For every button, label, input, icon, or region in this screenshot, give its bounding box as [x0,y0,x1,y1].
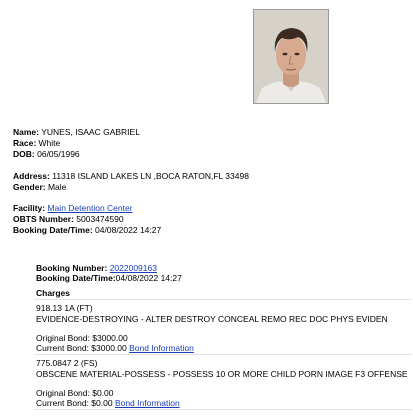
dob-value: 06/05/1996 [37,149,80,159]
bond-information-link[interactable]: Bond Information [129,343,194,353]
charge-description: EVIDENCE-DESTROYING - ALTER DESTROY CONCEAL REMO REC DOC PHYS EVIDEN [36,314,388,324]
name-label: Name: [13,127,39,137]
obts-value: 5003474590 [76,214,124,224]
original-bond: Original Bond: $0.00 [36,388,114,398]
divider [34,409,412,410]
original-bond: Original Bond: $3000.00 [36,333,128,343]
obts-row [13,214,124,224]
current-bond-row [36,343,194,353]
booking-photo [253,9,329,104]
current-bond-row [36,398,180,408]
charges-heading: Charges [36,288,71,298]
divider [34,299,412,300]
race-row [13,138,60,148]
race-value: White [38,138,61,148]
gender-value: Male [47,182,67,192]
gender-row [13,182,66,192]
divider [34,354,412,355]
dob-label: DOB: [13,149,35,159]
booking-datetime-label: Booking Date/Time: [13,225,93,235]
obts-label: OBTS Number: [13,214,74,224]
gender-label: Gender: [13,182,46,192]
race-label: Race: [13,138,37,148]
current-bond: Current Bond: $0.00 [36,398,113,408]
booking-dt-row [36,273,182,283]
facility-row [13,203,133,213]
booking-number-label: Booking Number: [36,263,108,273]
address-row [13,171,249,181]
dob-row [13,149,80,159]
booking-number-row [36,263,157,273]
bond-information-link[interactable]: Bond Information [114,398,180,408]
facility-link[interactable]: Main Detention Center [47,203,133,213]
charge-statute: 918.13 1A (FT) [36,303,93,313]
booking-number-link[interactable]: 2022009163 [109,263,157,273]
facility-label: Facility: [13,203,46,213]
booking-dt-label: Booking Date/Time: [36,273,116,283]
charge-statute: 775.0847 2 (FS) [36,358,98,368]
address-value: 11318 ISLAND LAKES LN ,BOCA RATON,FL 33498 [52,171,249,181]
booking-datetime-value: 04/08/2022 14:27 [95,225,162,235]
address-label: Address: [13,171,50,181]
charge-description: OBSCENE MATERIAL-POSSESS - POSSESS 10 OR MORE CHILD PORN IMAGE F3 OFFENSE [36,369,408,379]
booking-datetime-row [13,225,161,235]
current-bond: Current Bond: $3000.00 [36,343,127,353]
name-row [13,127,140,137]
name-value: YUNES, ISAAC GABRIEL [41,127,140,137]
booking-dt-value: 04/08/2022 14:27 [115,273,182,283]
